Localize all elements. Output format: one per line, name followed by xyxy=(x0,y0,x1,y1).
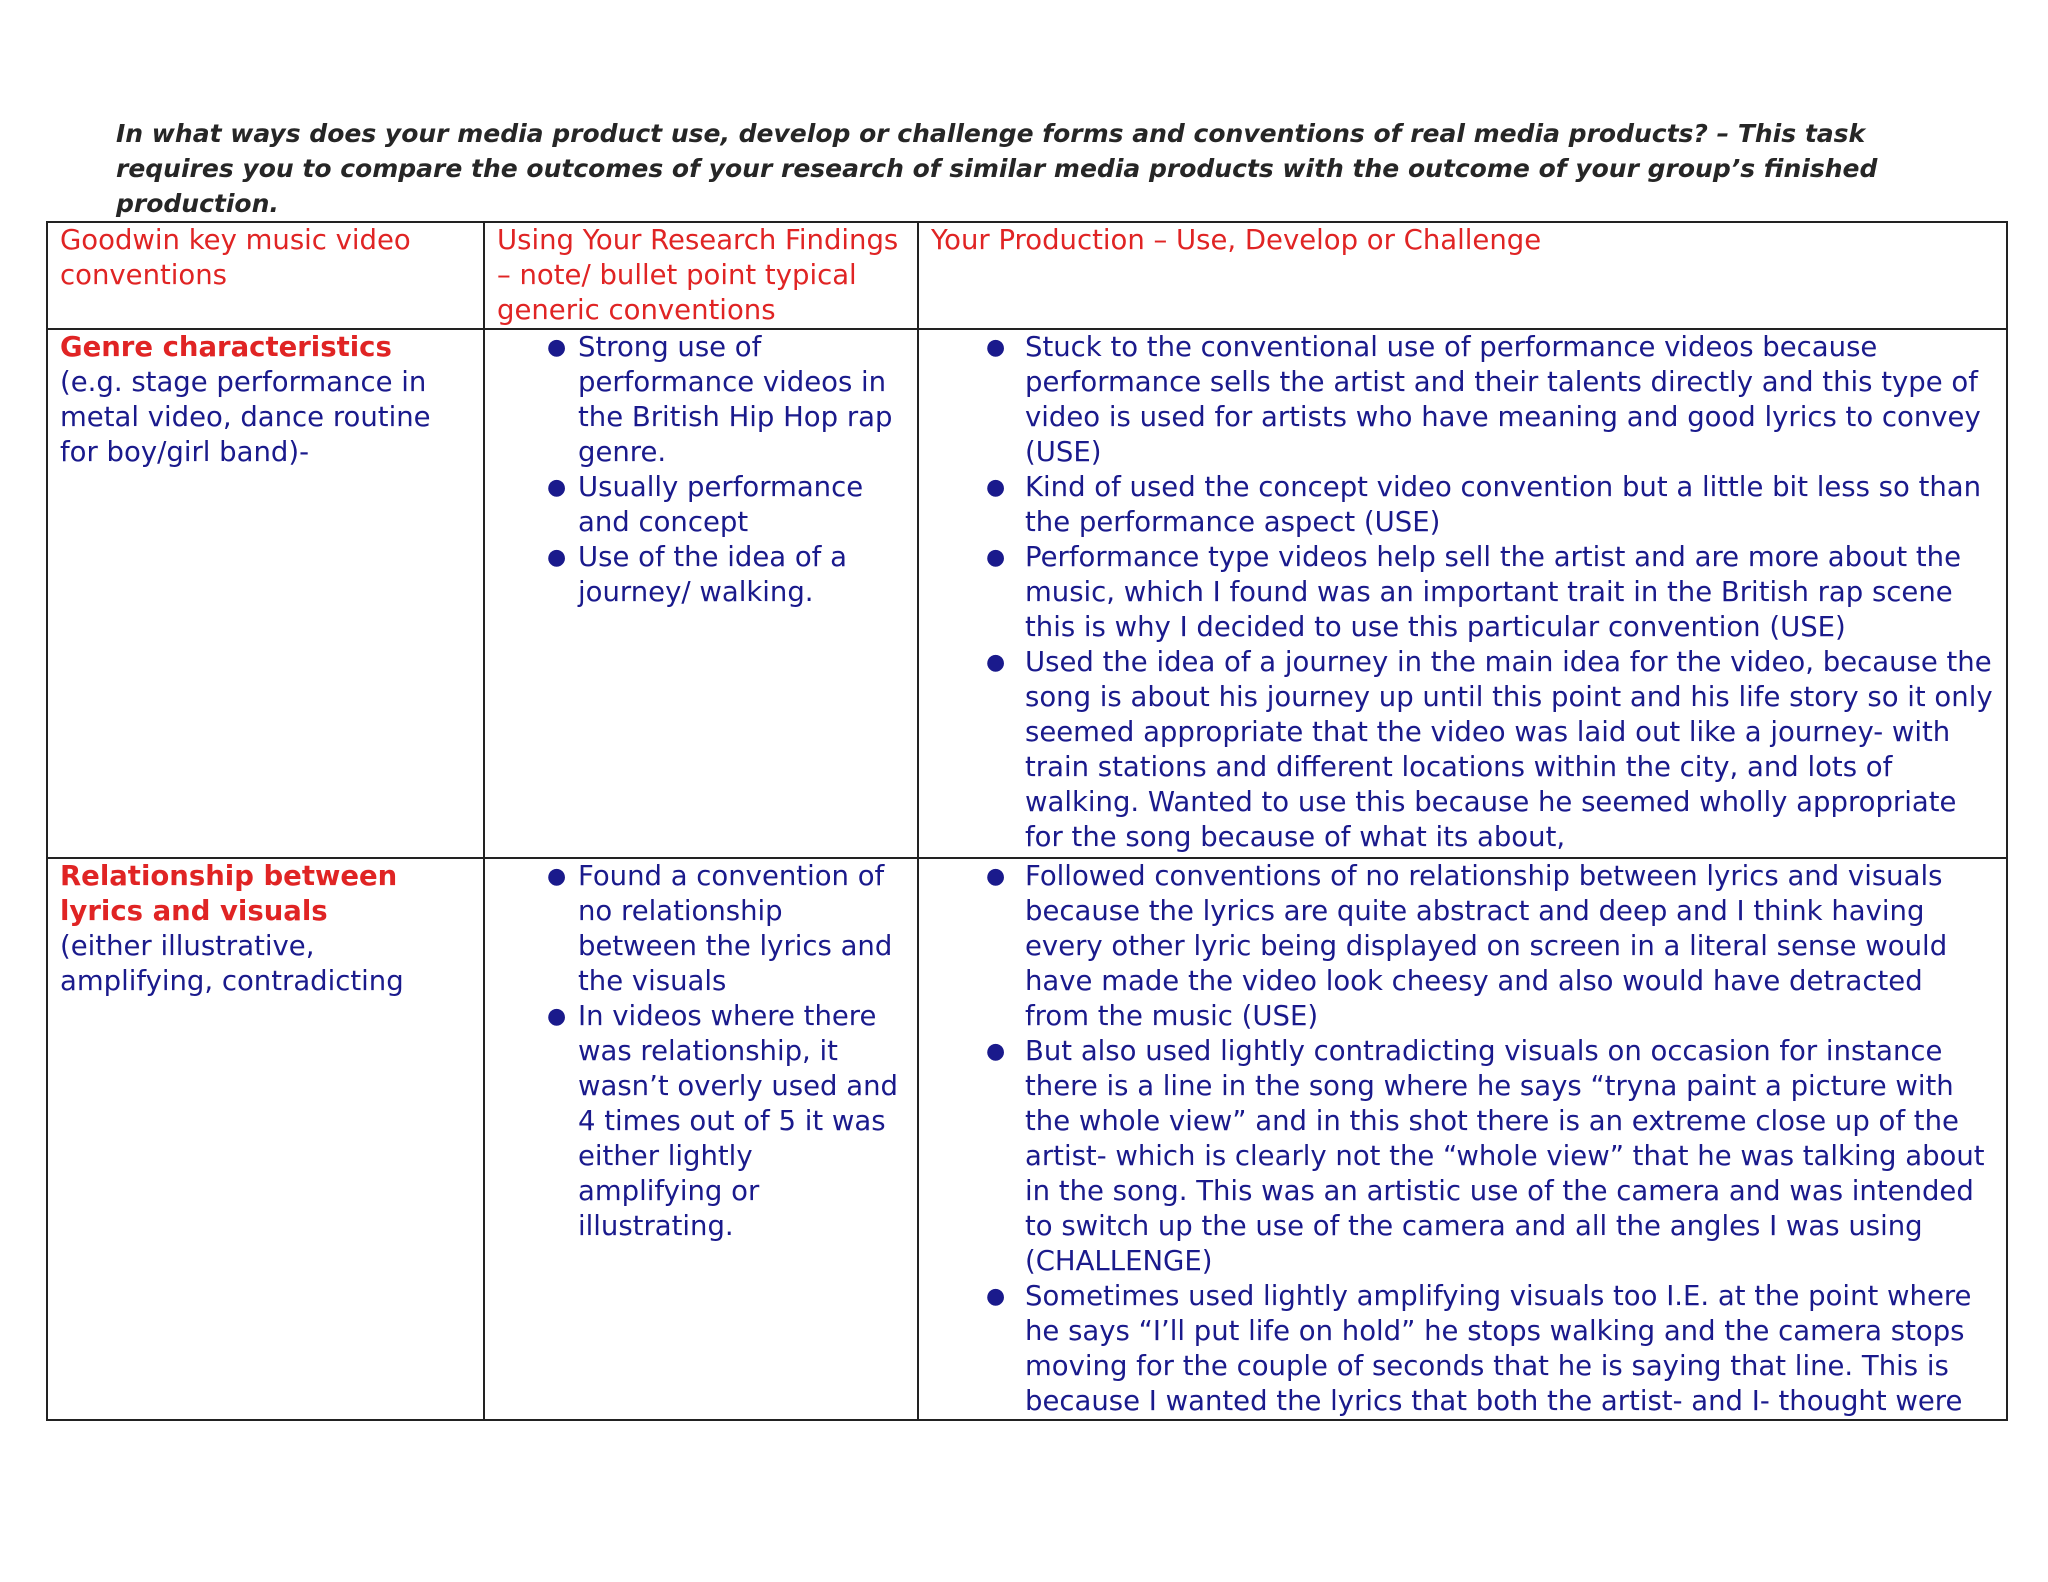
convention-title: Relationship between lyrics and visuals xyxy=(60,860,398,927)
production-cell xyxy=(918,858,2007,1420)
list-item: ● Found a convention of no relationship between the lyrics and the visuals xyxy=(547,860,893,997)
production-list xyxy=(931,330,1994,855)
list-item: ● Strong use of performance videos in the British Hip Hop rap genre. xyxy=(547,331,893,468)
table-header-row xyxy=(47,222,2007,329)
bullet-icon: ● xyxy=(547,864,567,889)
bullet-icon: ● xyxy=(547,335,567,360)
bullet-icon: ● xyxy=(547,545,567,570)
header-goodwin: Goodwin key music video conventions xyxy=(47,222,484,329)
list-item: ● In videos where there was relationship, it wasn’t overly used and 4 times out of 5 it was either lightly amplifying or illustrating. xyxy=(547,1000,898,1242)
list-item: ● Performance type videos help sell the artist and are more about the music, which I found was an important trait in the British rap scene this is why I decided to use this particular convention (USE) xyxy=(986,541,1962,643)
bullet-icon: ● xyxy=(547,475,567,500)
research-list xyxy=(497,330,905,610)
bullet-icon: ● xyxy=(986,1039,1006,1064)
bullet-icon: ● xyxy=(986,650,1006,675)
bullet-icon: ● xyxy=(986,864,1006,889)
convention-cell xyxy=(47,858,484,1420)
convention-subtitle: (e.g. stage performance in metal video, dance routine for boy/girl band)- xyxy=(60,366,431,468)
list-item: ● Usually performance and concept xyxy=(547,471,864,538)
production-cell xyxy=(918,329,2007,858)
research-cell xyxy=(484,858,918,1420)
list-item: ● Used the idea of a journey in the main idea for the video, because the song is about his journey up until this point and his life story so it only seemed appropriate that the video was laid out like a journey- with train stations and different locations within the city, and lots of walking. Wanted to use this because he seemed wholly appropriate for the song because of what its about, xyxy=(986,646,1993,853)
table-row xyxy=(47,329,2007,858)
bullet-icon: ● xyxy=(986,1284,1006,1309)
bullet-icon: ● xyxy=(986,545,1006,570)
list-item: ● Stuck to the conventional use of performance videos because performance sells the artist and their talents directly and this type of video is used for artists who have meaning and good lyrics to convey (USE) xyxy=(986,331,1981,468)
bullet-icon: ● xyxy=(986,335,1006,360)
bullet-icon: ● xyxy=(986,475,1006,500)
convention-cell xyxy=(47,329,484,858)
list-item: ● Sometimes used lightly amplifying visuals too I.E. at the point where he says “I’ll put life on hold” he stops walking and the camera stops moving for the couple of seconds that he is saying that line. This is because I wanted the lyrics that both the artist- and I- thought were xyxy=(986,1280,1972,1417)
header-research: Using Your Research Findings – note/ bullet point typical generic conventions xyxy=(484,222,918,329)
table-row xyxy=(47,858,2007,1420)
convention-subtitle: (either illustrative, amplifying, contradicting xyxy=(60,930,404,997)
list-item: ● Followed conventions of no relationship between lyrics and visuals because the lyrics are quite abstract and deep and I think having every other lyric being displayed on screen in a literal sense would have made the video look cheesy and also would have detracted from the music (USE) xyxy=(986,860,1948,1032)
research-list xyxy=(497,859,905,1244)
production-list xyxy=(931,859,1994,1419)
list-item: ● Kind of used the concept video convention but a little bit less so than the performance aspect (USE) xyxy=(986,471,1982,538)
conventions-table xyxy=(46,221,2008,1421)
research-cell xyxy=(484,329,918,858)
list-item: ● But also used lightly contradicting visuals on occasion for instance there is a line in the song where he says “tryna paint a picture with the whole view” and in this shot there is an extreme close up of the artist- which is clearly not the “whole view” that he was talking about in the song. This was an artistic use of the camera and was intended to switch up the use of the camera and all the angles I was using (CHALLENGE) xyxy=(986,1035,1985,1277)
intro-question: In what ways does your media product use, develop or challenge forms and conventions of real media products? – This task requires you to compare the outcomes of your research of similar media products with the outcome of your group’s finished production. xyxy=(116,119,1878,218)
bullet-icon: ● xyxy=(547,1004,567,1029)
list-item: ● Use of the idea of a journey/ walking. xyxy=(547,541,847,608)
header-production: Your Production – Use, Develop or Challenge xyxy=(918,222,2007,329)
convention-title: Genre characteristics xyxy=(60,331,392,363)
